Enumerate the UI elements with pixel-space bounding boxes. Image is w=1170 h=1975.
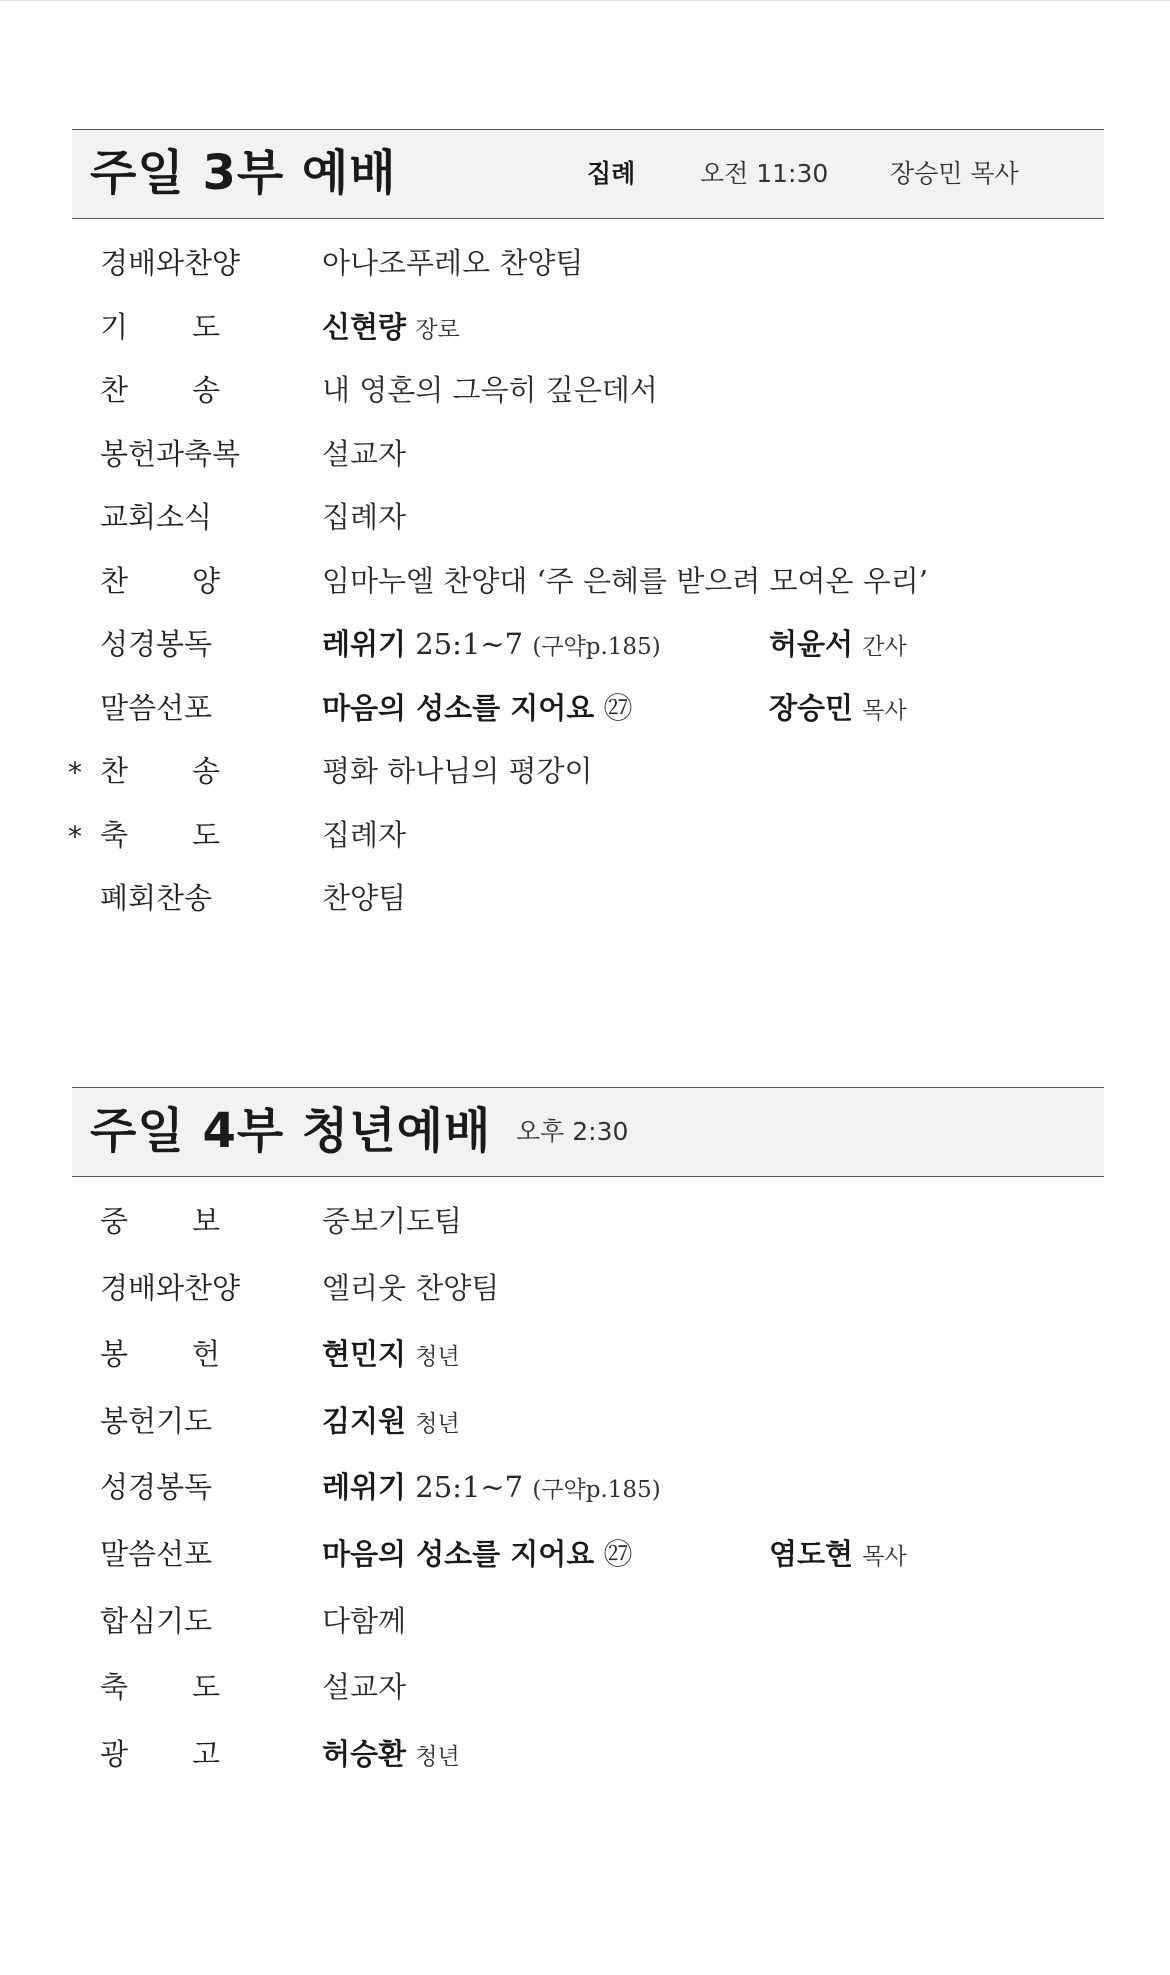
order-label (100, 1734, 220, 1774)
service-4th-section (72, 1087, 1104, 1771)
order-text: 25:1~7 (415, 1470, 524, 1505)
order-row (72, 1264, 1104, 1314)
order-label: 성경봉독 (100, 1470, 213, 1505)
standing-mark: * (68, 756, 82, 789)
order-content (322, 243, 583, 283)
order-content (322, 1667, 406, 1707)
order-extra: 청년 (415, 1344, 460, 1371)
order-text: 임마누엘 찬양대 ‘주 은혜를 받으려 모여온 우리’ (322, 563, 929, 598)
order-person (769, 688, 907, 731)
leader-label: 집례 (587, 159, 636, 188)
order-row (72, 366, 1104, 416)
order-label (100, 561, 220, 601)
order-person (769, 1534, 907, 1577)
order-extra: (구약p.185) (532, 1477, 661, 1504)
order-content (322, 434, 406, 474)
order-text: 내 영혼의 그윽히 깊은데서 (322, 373, 658, 407)
standing-mark: * (68, 819, 82, 853)
order-name: 현민지 (322, 1337, 407, 1372)
order-label-char: 도 (191, 1670, 220, 1705)
order-label (100, 1667, 220, 1707)
order-content (322, 561, 928, 601)
order-label: 경배와찬양 (100, 1270, 241, 1305)
order-row (72, 557, 1104, 607)
order-person (769, 624, 907, 667)
order-content (322, 878, 406, 918)
order-text: 아나조푸레오 찬양팀 (322, 246, 584, 280)
order-label: 합심기도 (100, 1603, 213, 1638)
person-title: 간사 (862, 634, 907, 660)
order-label: 경배와찬양 (100, 246, 241, 280)
order-name: 레위기 (322, 1470, 407, 1505)
order-label-char: 송 (191, 754, 220, 788)
order-extra: 장로 (415, 316, 460, 343)
order-content (322, 1268, 499, 1308)
order-text: 엘리웃 찬양팀 (322, 1270, 500, 1305)
order-row (72, 1730, 1104, 1780)
order-row (72, 1397, 1104, 1447)
order-label-char: 고 (191, 1736, 220, 1771)
order-row (72, 239, 1104, 289)
order-label (100, 1201, 220, 1241)
service-4th-header (72, 1087, 1104, 1177)
order-name: 마음의 성소를 지어요 (322, 1537, 595, 1571)
person-title: 목사 (862, 697, 907, 724)
order-content (322, 624, 661, 667)
order-content (322, 1401, 460, 1444)
order-label (100, 751, 220, 791)
order-row (72, 1330, 1104, 1380)
order-text: 집례자 (322, 500, 407, 534)
order-label (100, 1334, 220, 1374)
order-label: 말씀선포 (100, 690, 213, 725)
order-content (322, 497, 406, 537)
order-row (72, 1597, 1104, 1647)
order-content (322, 307, 460, 350)
order-label-char: 찬 (100, 754, 129, 788)
order-content (322, 1734, 460, 1777)
order-name: 신현량 (322, 309, 407, 344)
order-label: 교회소식 (100, 500, 213, 534)
order-label (100, 815, 220, 855)
order-row (68, 811, 1104, 861)
order-label-char: 축 (100, 1670, 129, 1705)
service-3rd-section (68, 129, 1104, 915)
person-title: 목사 (862, 1544, 907, 1570)
order-name: 허승환 (322, 1736, 407, 1771)
person-name: 허윤서 (769, 627, 854, 661)
order-label: 성경봉독 (100, 627, 213, 661)
order-content (322, 751, 593, 791)
order-text: 평화 하나님의 평강이 (322, 754, 593, 788)
order-extra: (구약p.185) (532, 634, 661, 660)
person-name: 염도현 (769, 1537, 854, 1571)
order-label-char: 봉 (100, 1337, 129, 1372)
order-content (322, 1534, 633, 1574)
order-label-char: 보 (191, 1204, 220, 1238)
order-text: 집례자 (322, 817, 407, 852)
order-text: 다함께 (322, 1603, 407, 1638)
order-content (322, 1201, 462, 1241)
order-row (72, 1530, 1104, 1580)
order-row (72, 620, 1104, 670)
service-4th-time: 오후 2:30 (516, 1117, 629, 1146)
order-row (72, 1197, 1104, 1247)
order-content (322, 1467, 661, 1510)
order-row (72, 1663, 1104, 1713)
service-3rd-title: 주일 3부 예배 (90, 145, 397, 201)
order-extra: 청년 (415, 1743, 460, 1770)
person-name: 장승민 (769, 690, 854, 725)
service-3rd-leader: 장승민 목사 (890, 159, 1019, 188)
order-row (68, 747, 1104, 797)
order-row (72, 493, 1104, 543)
order-row (72, 684, 1104, 734)
order-label-char: 축 (100, 817, 129, 852)
order-label-char: 송 (191, 373, 220, 407)
order-label-char: 광 (100, 1736, 129, 1771)
order-row (72, 303, 1104, 353)
order-extra: 청년 (415, 1410, 460, 1437)
service-3rd-time: 오전 11:30 (700, 159, 829, 188)
service-3rd-header (72, 129, 1104, 219)
order-text: 25:1~7 (415, 627, 524, 661)
order-name: 레위기 (322, 627, 407, 661)
order-text: 설교자 (322, 1670, 407, 1705)
order-name: 김지원 (322, 1403, 407, 1438)
service-4th-title: 주일 4부 청년예배 (90, 1103, 492, 1159)
order-label (100, 370, 220, 410)
order-text: ㉗ (603, 1537, 633, 1571)
order-label: 봉헌기도 (100, 1403, 213, 1438)
order-content (322, 370, 658, 410)
order-text: 설교자 (322, 436, 407, 471)
order-row (72, 1463, 1104, 1513)
order-label-char: 중 (100, 1204, 129, 1238)
order-label-char: 양 (191, 563, 220, 598)
order-label-char: 도 (191, 309, 220, 344)
order-content (322, 688, 633, 728)
order-label-char: 찬 (100, 373, 129, 407)
order-label-char: 도 (191, 817, 220, 852)
order-label: 말씀선포 (100, 1537, 213, 1571)
order-text: 찬양팀 (322, 881, 407, 915)
order-text: ㉗ (603, 690, 633, 725)
order-name: 마음의 성소를 지어요 (322, 690, 595, 725)
order-content (322, 1334, 460, 1377)
order-row (72, 874, 1104, 924)
top-divider (0, 0, 1170, 1)
order-text: 중보기도팀 (322, 1204, 463, 1238)
order-label-char: 헌 (191, 1337, 220, 1372)
order-label (100, 307, 220, 347)
order-content (322, 815, 406, 855)
order-label-char: 기 (100, 309, 129, 344)
order-label: 봉헌과축복 (100, 436, 241, 471)
order-row (72, 430, 1104, 480)
order-label: 폐회찬송 (100, 881, 213, 915)
order-content (322, 1601, 406, 1641)
order-label-char: 찬 (100, 563, 129, 598)
